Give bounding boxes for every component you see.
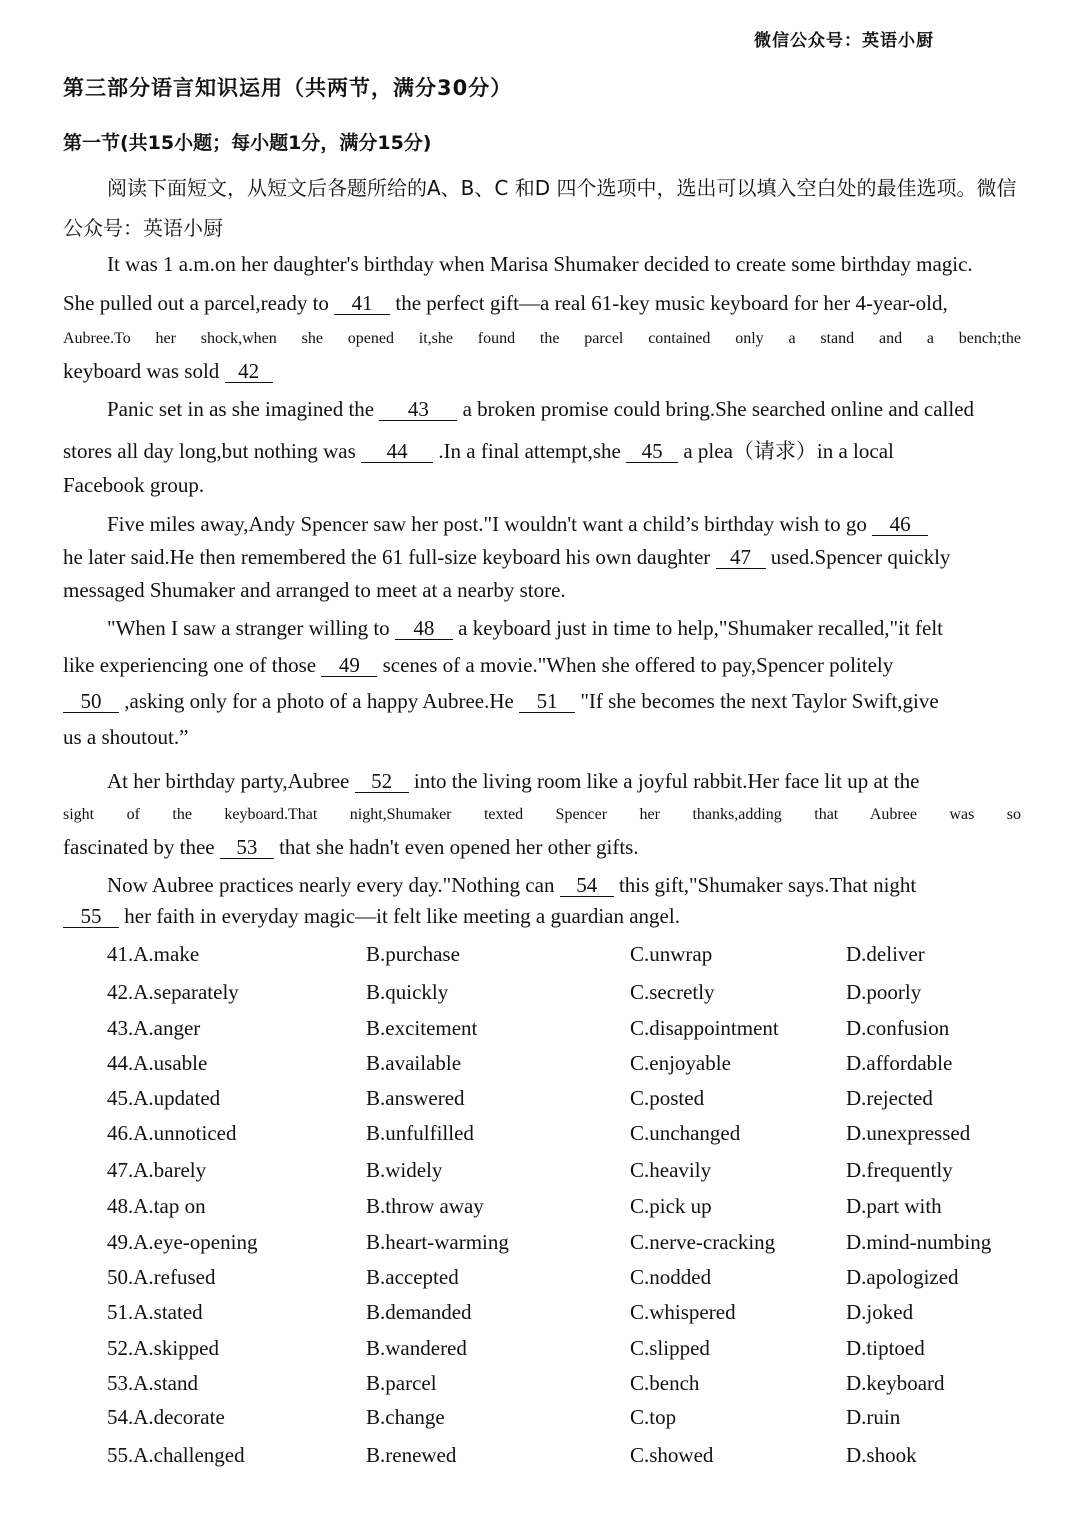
option-a: 47.A.barely (107, 1158, 207, 1182)
passage-line (107, 616, 1021, 641)
option-d: D.part with (846, 1194, 942, 1218)
passage-line: sight of the keyboard.That night,Shumaker texted Spencer her thanks,adding that Aubree was so (63, 806, 1021, 823)
option-c: C.heavily (630, 1158, 712, 1182)
option-d: D.tiptoed (846, 1336, 925, 1360)
passage-text: a plea（请求）in a local (683, 439, 894, 463)
option-b: B.answered (366, 1086, 465, 1110)
option-row (0, 1158, 1080, 1192)
blank-46: 46 (872, 514, 928, 536)
option-d: D.keyboard (846, 1371, 945, 1395)
option-row (0, 942, 1080, 976)
passage-line (63, 545, 1021, 570)
option-a: 49.A.eye-opening (107, 1230, 258, 1254)
option-row (0, 1051, 1080, 1085)
blank-47: 47 (716, 547, 766, 569)
passage-line (63, 904, 1021, 929)
option-a: 54.A.decorate (107, 1405, 225, 1429)
passage-text: .In a final attempt,she (438, 439, 621, 463)
option-b: B.excitement (366, 1016, 478, 1040)
option-row (0, 1086, 1080, 1120)
passage-text: he later said.He then remembered the 61 full-size keyboard his own daughter (63, 545, 711, 569)
option-row (0, 1230, 1080, 1264)
passage-text: stores all day long,but nothing was (63, 439, 356, 463)
option-b: B.accepted (366, 1265, 459, 1289)
blank-49: 49 (321, 655, 377, 677)
option-b: B.unfulfilled (366, 1121, 474, 1145)
passage-text: keyboard was sold (63, 359, 220, 383)
option-a: 41.A.make (107, 942, 200, 966)
option-d: D.apologized (846, 1265, 959, 1289)
option-a: 55.A.challenged (107, 1443, 245, 1467)
passage-text: her faith in everyday magic—it felt like meeting a guardian angel. (124, 904, 680, 928)
blank-51: 51 (519, 691, 575, 713)
option-c: C.showed (630, 1443, 714, 1467)
option-b: B.widely (366, 1158, 443, 1182)
option-c: C.whispered (630, 1300, 736, 1324)
option-b: B.renewed (366, 1443, 457, 1467)
option-row (0, 1016, 1080, 1050)
option-a: 53.A.stand (107, 1371, 198, 1395)
instruction-text: 阅读下面短文，从短文后各题所给的A、B、C 和D 四个选项中，选出可以填入空白处的最佳选项。微信公众号：英语小厨 (63, 176, 1017, 240)
passage-text: a keyboard just in time to help,"Shumaker recalled,"it felt (458, 616, 944, 640)
option-d: D.rejected (846, 1086, 933, 1110)
option-a: 50.A.refused (107, 1265, 216, 1289)
option-d: D.confusion (846, 1016, 950, 1040)
option-a: 51.A.stated (107, 1300, 203, 1324)
option-a: 44.A.usable (107, 1051, 208, 1075)
option-d: D.ruin (846, 1405, 901, 1429)
option-c: C.posted (630, 1086, 705, 1110)
blank-54: 54 (560, 875, 614, 897)
blank-44: 44 (361, 441, 433, 463)
option-b: B.throw away (366, 1194, 484, 1218)
passage-text: At her birthday party,Aubree (107, 769, 350, 793)
passage-text: Now Aubree practices nearly every day."Nothing can (107, 873, 555, 897)
option-c: C.top (630, 1405, 677, 1429)
passage-line (63, 291, 1021, 316)
option-row (0, 1265, 1080, 1299)
option-d: D.mind-numbing (846, 1230, 992, 1254)
passage-text: like experiencing one of those (63, 653, 317, 677)
passage-text: It was 1 a.m.on her daughter's birthday when Marisa Shumaker decided to create some birthday magic. (107, 252, 973, 276)
option-b: B.parcel (366, 1371, 437, 1395)
blank-48: 48 (395, 618, 453, 640)
option-b: B.available (366, 1051, 462, 1075)
option-b: B.heart-warming (366, 1230, 509, 1254)
option-c: C.nodded (630, 1265, 712, 1289)
section-title: 第三部分语言知识运用（共两节，满分30分） (63, 76, 513, 100)
option-b: B.quickly (366, 980, 449, 1004)
passage-text: scenes of a movie."When she offered to pay,Spencer politely (382, 653, 894, 677)
option-c: C.secretly (630, 980, 715, 1004)
passage-text: into the living room like a joyful rabbit.Her face lit up at the (413, 769, 920, 793)
option-c: C.slipped (630, 1336, 710, 1360)
passage-text: fascinated by thee (63, 835, 215, 859)
passage-text: Panic set in as she imagined the (107, 397, 375, 421)
passage-line (63, 835, 1021, 860)
passage-text: this gift,"Shumaker says.That night (618, 873, 917, 897)
blank-53: 53 (220, 837, 274, 859)
option-d: D.joked (846, 1300, 914, 1324)
option-d: D.unexpressed (846, 1121, 971, 1145)
option-b: B.wandered (366, 1336, 467, 1360)
passage-line (63, 359, 1021, 384)
passage-text: Five miles away,Andy Spencer saw her post."I wouldn't want a child’s birthday wish to go (107, 512, 867, 536)
blank-45: 45 (626, 441, 678, 463)
blank-52: 52 (355, 771, 409, 793)
passage-line (107, 252, 1021, 277)
passage-line (107, 397, 1021, 422)
passage-line: Facebook group. (63, 473, 205, 497)
option-a: 43.A.anger (107, 1016, 201, 1040)
option-row (0, 1336, 1080, 1370)
passage-text: a broken promise could bring.She searched online and called (462, 397, 975, 421)
option-a: 45.A.updated (107, 1086, 221, 1110)
passage-line (107, 873, 1021, 898)
option-a: 48.A.tap on (107, 1194, 206, 1218)
passage-text: She pulled out a parcel,ready to (63, 291, 329, 315)
passage-line (63, 435, 1021, 465)
passage-text: the perfect gift—a real 61-key music keyboard for her 4-year-old, (395, 291, 948, 315)
option-row (0, 1121, 1080, 1155)
option-c: C.pick up (630, 1194, 712, 1218)
option-row (0, 1405, 1080, 1439)
option-c: C.bench (630, 1371, 700, 1395)
passage-line (63, 653, 1021, 678)
option-d: D.frequently (846, 1158, 953, 1182)
option-a: 52.A.skipped (107, 1336, 219, 1360)
option-d: D.deliver (846, 942, 925, 966)
option-c: C.unchanged (630, 1121, 741, 1145)
option-d: D.poorly (846, 980, 922, 1004)
passage-line (107, 512, 1021, 537)
option-c: C.nerve-cracking (630, 1230, 776, 1254)
option-d: D.affordable (846, 1051, 953, 1075)
option-row (0, 1371, 1080, 1405)
header-watermark: 微信公众号：英语小厨 (754, 31, 934, 51)
blank-41: 41 (334, 293, 390, 315)
option-row (0, 1300, 1080, 1334)
passage-line: us a shoutout.” (63, 725, 189, 749)
option-b: B.change (366, 1405, 445, 1429)
option-row (0, 1443, 1080, 1477)
blank-43: 43 (379, 399, 457, 421)
option-b: B.demanded (366, 1300, 472, 1324)
passage-line (107, 769, 1021, 794)
passage-text: ,asking only for a photo of a happy Aubree.He (124, 689, 514, 713)
passage-line (63, 689, 1021, 714)
option-a: 46.A.unnoticed (107, 1121, 237, 1145)
option-c: C.unwrap (630, 942, 713, 966)
passage-line: messaged Shumaker and arranged to meet at a nearby store. (63, 578, 566, 602)
blank-42: 42 (225, 361, 273, 383)
option-row (0, 980, 1080, 1014)
option-row (0, 1194, 1080, 1228)
blank-55: 55 (63, 906, 119, 928)
passage-text: used.Spencer quickly (770, 545, 951, 569)
option-c: C.disappointment (630, 1016, 779, 1040)
option-b: B.purchase (366, 942, 460, 966)
option-d: D.shook (846, 1443, 917, 1467)
passage-text: that she hadn't even opened her other gifts. (279, 835, 639, 859)
option-a: 42.A.separately (107, 980, 239, 1004)
section-subtitle: 第一节(共15小题；每小题1分，满分15分) (63, 132, 432, 154)
passage-line: Aubree.To her shock,when she opened it,she found the parcel contained only a stand and a bench;the (63, 330, 1021, 347)
passage-text: "If she becomes the next Taylor Swift,give (580, 689, 939, 713)
option-c: C.enjoyable (630, 1051, 731, 1075)
passage-text: "When I saw a stranger willing to (107, 616, 390, 640)
blank-50: 50 (63, 691, 119, 713)
